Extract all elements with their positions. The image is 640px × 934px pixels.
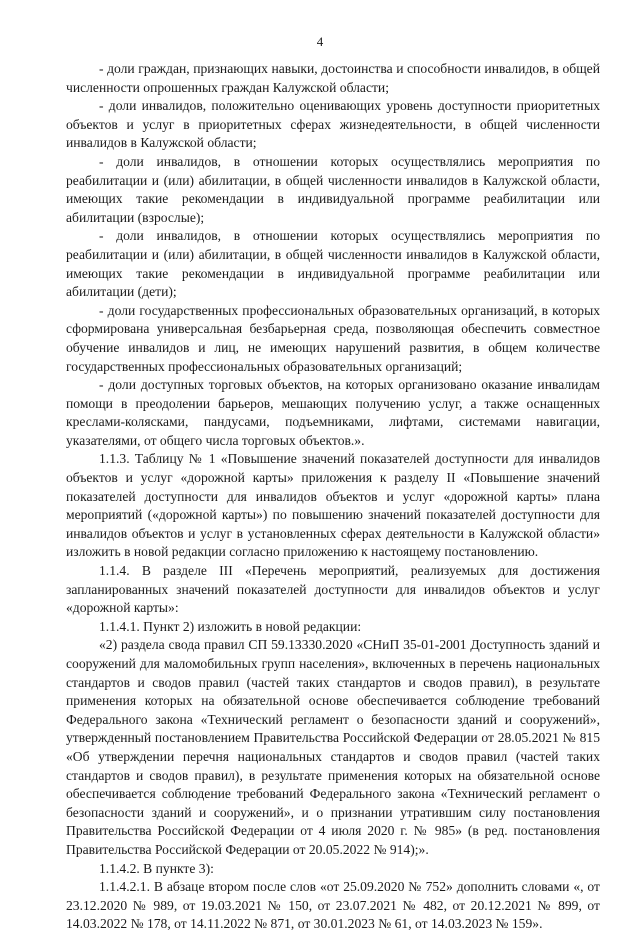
paragraph: - доли инвалидов, положительно оценивающих уровень доступности приоритетных объектов и услуг в приоритетных сферах жизнедеятельности, в общей численности инвалидов в Калужской области; — [66, 98, 600, 151]
paragraph: - доли граждан, признающих навыки, достоинства и способности инвалидов, в общей численности опрошенных граждан Калужской области; — [66, 61, 600, 95]
paragraph: 1.1.4.2. В пункте 3): — [99, 860, 214, 876]
paragraph: - доли инвалидов, в отношении которых осуществлялись мероприятия по реабилитации и (или) абилитации, в общей численности инвалидов в Калужской области, имеющих такие рекомендации в индивидуальной программе реабилитации или абилитации (дети); — [66, 228, 600, 300]
paragraph: 1.1.4. В разделе III «Перечень мероприятий, реализуемых для достижения запланированных значений показателей доступности для инвалидов объектов и услуг «дорожной карты»: — [66, 563, 600, 616]
paragraph: 1.1.3. Таблицу № 1 «Повышение значений показателей доступности для инвалидов объектов и услуг «дорожной карты» приложения к разделу II «Повышение значений показателей доступности для инвалидов объектов и услуг «дорожной карты» плана мероприятий («дорожной карты») по повышению значений показателей доступности для инвалидов объектов и услуг в установленных сферах деятельности в Калужской области» изложить в новой редакции согласно приложению к настоящему постановлению. — [66, 451, 600, 560]
paragraph: - доли доступных торговых объектов, на которых организовано оказание инвалидам помощи в преодолении барьеров, мешающих получению услуг, а также оснащенных креслами-колясками, пандусами, подъемниками, лифтами, системами навигации, указателями, от общего числа торговых объектов.». — [66, 377, 600, 448]
paragraph: «2) раздела свода правил СП 59.13330.2020 «СНиП 35-01-2001 Доступность зданий и сооружений для маломобильных групп населения», включенных в перечень национальных стандартов и сводов правил (частей таких стандартов и сводов правил), в результате применения которых на обязательной основе обеспечивается соблюдение требований Федерального закона «Технический регламент о безопасности зданий и сооружений», утвержденный постановлением Правительства Российской Федерации от 28.05.2021 № 815 «Об утверждении перечня национальных стандартов и сводов правил (частей таких стандартов и сводов правил), в результате применения которых на обязательной основе обеспечивается соблюдение требований Федерального закона «Технический регламент о безопасности зданий и сооружений», и о признании утратившим силу постановления Правительства Российской Федерации от 4 июля 2020 г. № 985» (в ред. постановления Правительства Российской Федерации от 20.05.2022 № 914);». — [66, 637, 600, 857]
page-number: 4 — [316, 34, 324, 49]
paragraph: 1.1.4.2.1. В абзаце втором после слов «от 25.09.2020 № 752» дополнить словами «, от 23.12.2020 № 989, от 19.03.2021 № 150, от 23.07.2021 № 482, от 20.12.2021 № 899, от 14.03.2022 № 178, от 14.11.2022 № 871, от 30.01.2023 № 61, от 14.03.2023 № 159». — [66, 879, 600, 932]
paragraph: 1.1.4.1. Пункт 2) изложить в новой редакции: — [99, 618, 362, 634]
document-body — [66, 60, 600, 934]
paragraph: - доли инвалидов, в отношении которых осуществлялись мероприятия по реабилитации и (или) абилитации, в общей численности инвалидов в Калужской области, имеющих такие рекомендации в индивидуальной программе реабилитации или абилитации (взрослые); — [66, 153, 600, 225]
paragraph: - доли государственных профессиональных образовательных организаций, в которых сформирована универсальная безбарьерная среда, позволяющая обеспечить совместное обучение инвалидов и лиц, не имеющих нарушений развития, в общем количестве государственных профессиональных образовательных организаций; — [66, 302, 600, 374]
